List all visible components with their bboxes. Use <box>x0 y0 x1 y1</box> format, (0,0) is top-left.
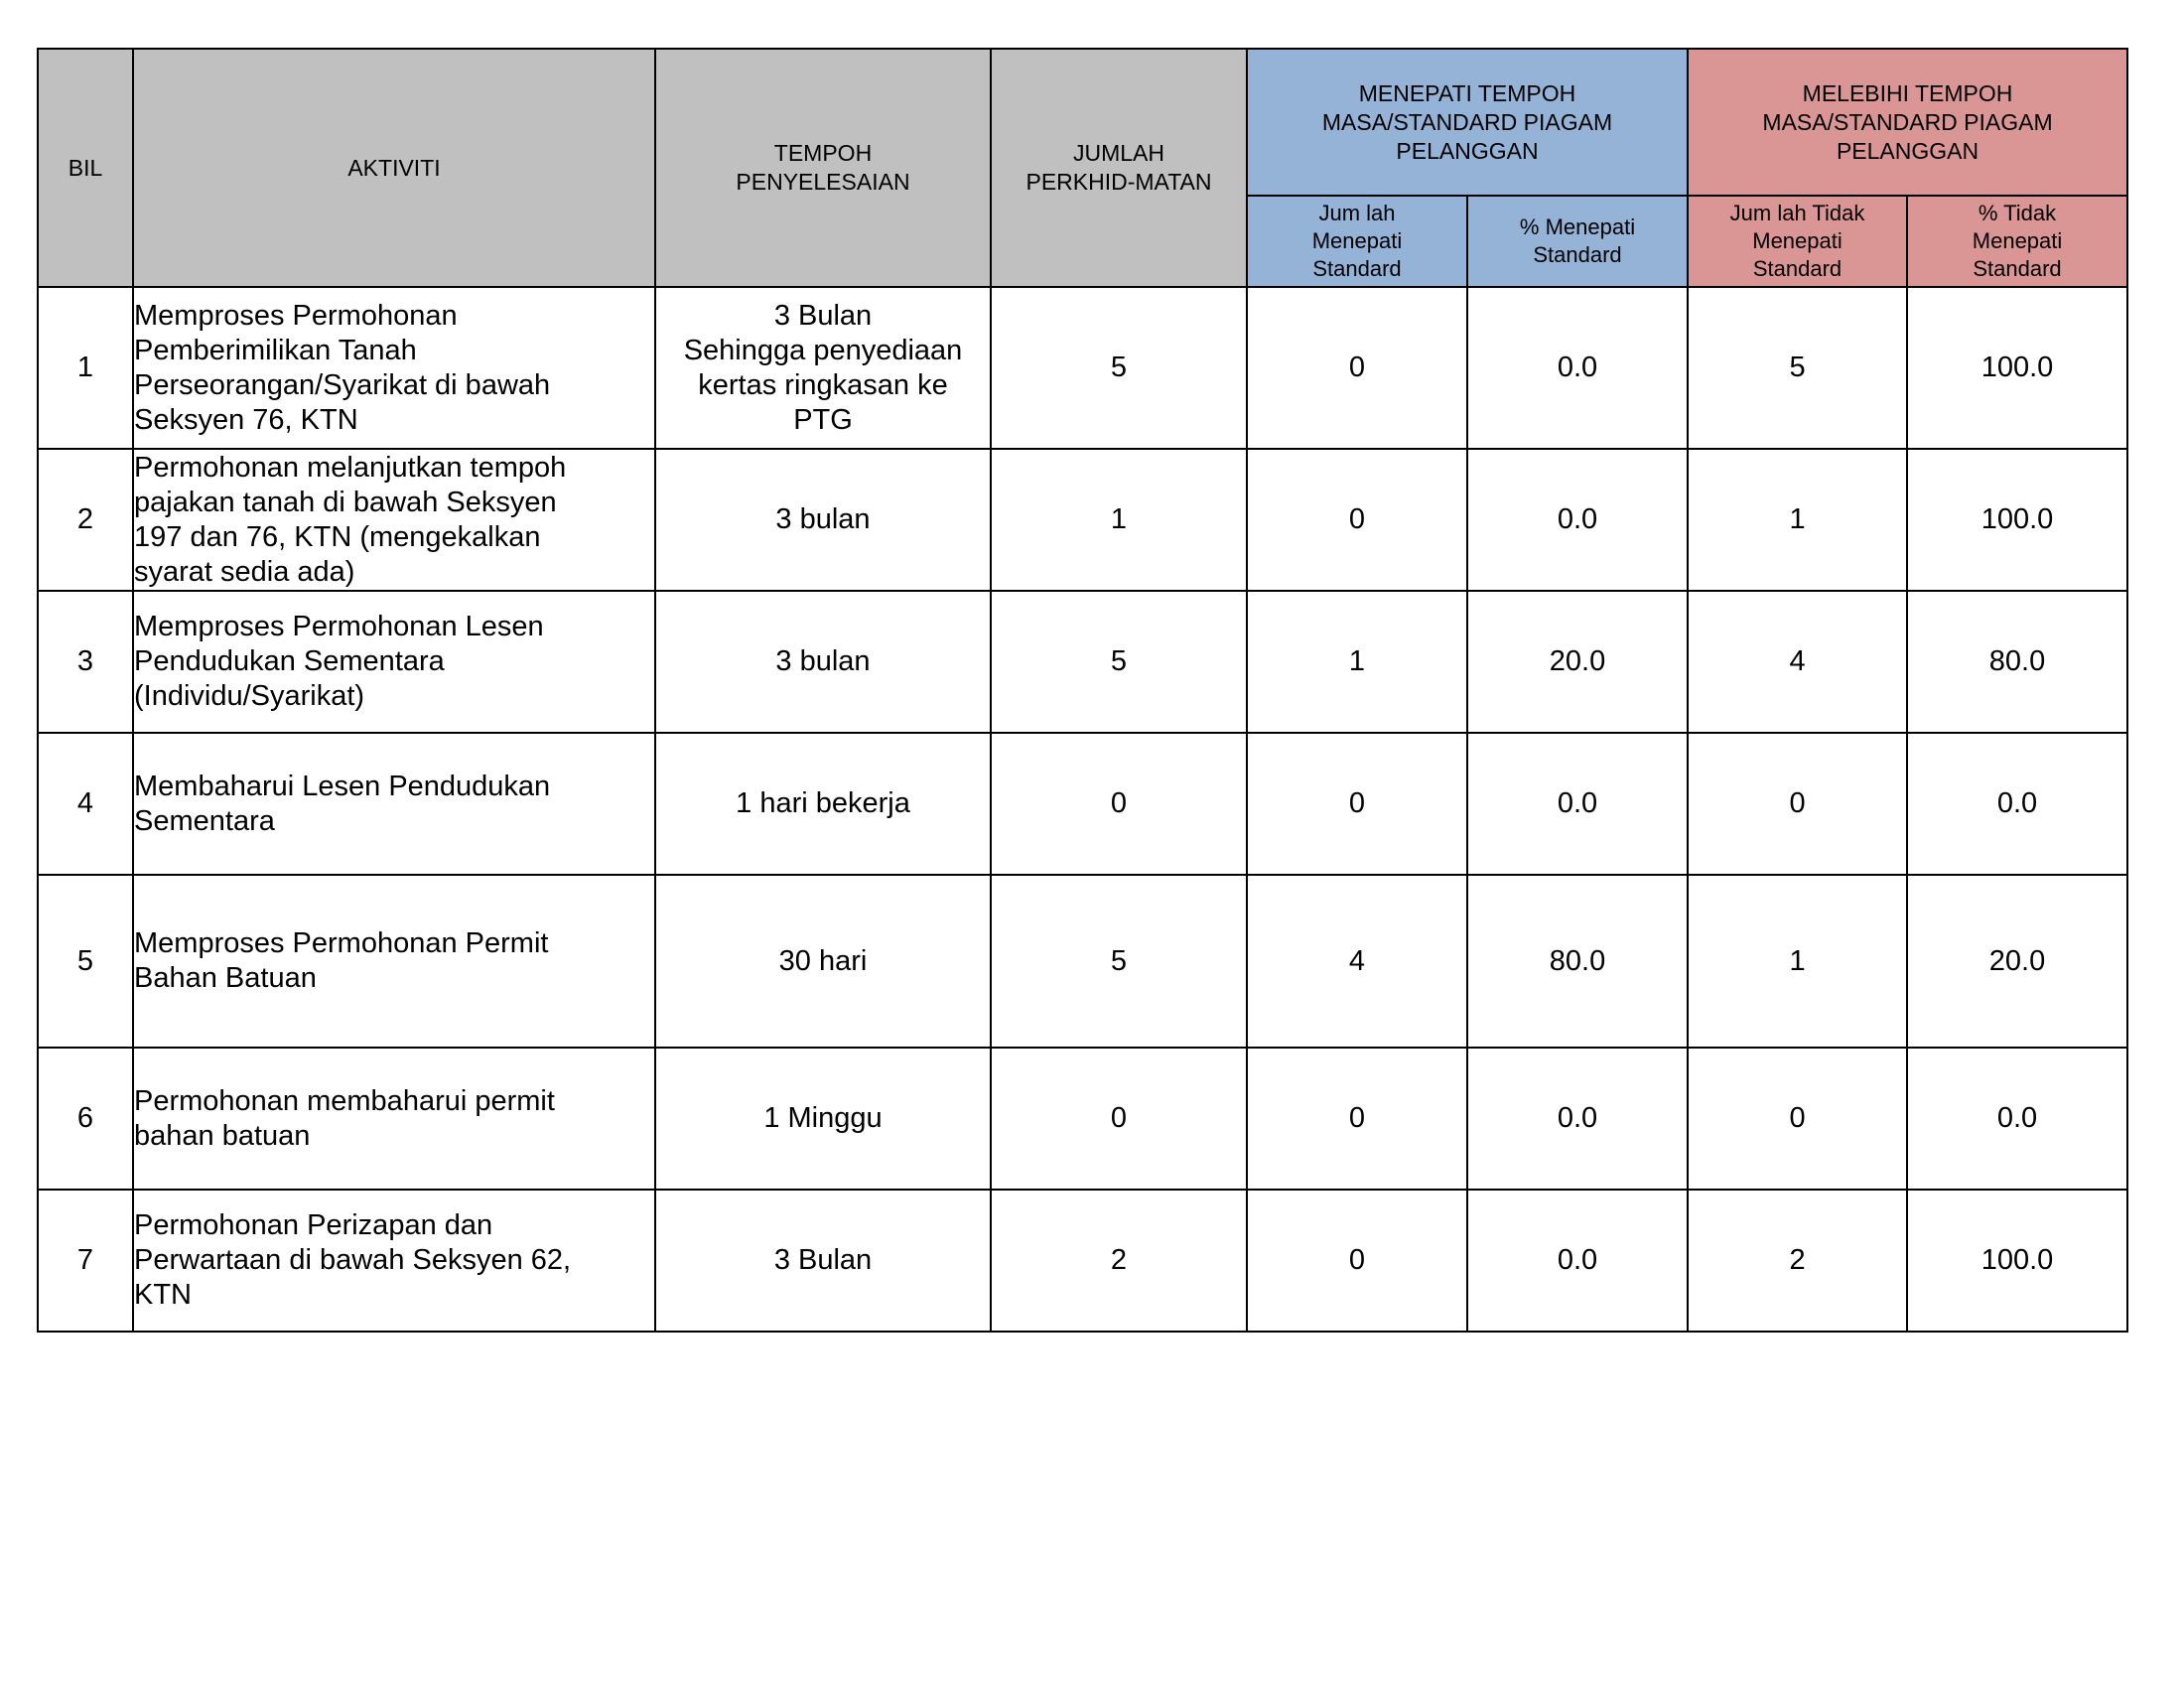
cell-bil: 3 <box>38 591 133 733</box>
cell-pct-tidak-menepati: 100.0 <box>1907 449 2127 591</box>
cell-pct-tidak-menepati: 100.0 <box>1907 1190 2127 1332</box>
cell-tempoh: 3 Bulan Sehingga penyediaan kertas ringkasan ke PTG <box>655 287 991 449</box>
cell-pct-menepati: 0.0 <box>1467 449 1688 591</box>
table-row <box>38 287 2127 449</box>
cell-tempoh: 3 bulan <box>655 591 991 733</box>
cell-tidak-menepati: 1 <box>1688 449 1907 591</box>
cell-menepati: 1 <box>1247 591 1467 733</box>
cell-menepati: 0 <box>1247 287 1467 449</box>
cell-pct-menepati: 80.0 <box>1467 875 1688 1048</box>
cell-bil: 7 <box>38 1190 133 1332</box>
cell-pct-menepati: 0.0 <box>1467 1190 1688 1332</box>
header-jumlah-tidak-menepati: Jum lah Tidak Menepati Standard <box>1688 196 1907 287</box>
header-melebihi-group: MELEBIHI TEMPOH MASA/STANDARD PIAGAM PELANGGAN <box>1688 49 2127 196</box>
header-bil: BIL <box>38 49 133 287</box>
header-menepati-group: MENEPATI TEMPOH MASA/STANDARD PIAGAM PELANGGAN <box>1247 49 1688 196</box>
cell-aktiviti: Permohonan Perizapan dan Perwartaan di bawah Seksyen 62, KTN <box>133 1190 655 1332</box>
cell-bil: 4 <box>38 733 133 875</box>
cell-tempoh: 3 Bulan <box>655 1190 991 1332</box>
cell-tidak-menepati: 1 <box>1688 875 1907 1048</box>
cell-menepati: 0 <box>1247 1048 1467 1190</box>
cell-pct-tidak-menepati: 0.0 <box>1907 1048 2127 1190</box>
cell-pct-menepati: 0.0 <box>1467 1048 1688 1190</box>
cell-jumlah: 1 <box>991 449 1247 591</box>
cell-jumlah: 2 <box>991 1190 1247 1332</box>
header-tempoh-penyelesaian: TEMPOH PENYELESAIAN <box>655 49 991 287</box>
service-performance-table <box>37 48 2128 1333</box>
table-row <box>38 591 2127 733</box>
table-row <box>38 449 2127 591</box>
cell-tidak-menepati: 5 <box>1688 287 1907 449</box>
cell-aktiviti: Memproses Permohonan Pemberimilikan Tanah Perseorangan/Syarikat di bawah Seksyen 76, KTN <box>133 287 655 449</box>
cell-tidak-menepati: 4 <box>1688 591 1907 733</box>
cell-bil: 6 <box>38 1048 133 1190</box>
cell-aktiviti: Memproses Permohonan Lesen Pendudukan Sementara (Individu/Syarikat) <box>133 591 655 733</box>
cell-menepati: 0 <box>1247 449 1467 591</box>
header-aktiviti: AKTIVITI <box>133 49 655 287</box>
cell-pct-tidak-menepati: 80.0 <box>1907 591 2127 733</box>
cell-jumlah: 0 <box>991 1048 1247 1190</box>
table-row <box>38 875 2127 1048</box>
cell-aktiviti: Membaharui Lesen Pendudukan Sementara <box>133 733 655 875</box>
cell-jumlah: 0 <box>991 733 1247 875</box>
cell-jumlah: 5 <box>991 287 1247 449</box>
cell-tempoh: 30 hari <box>655 875 991 1048</box>
cell-tempoh: 1 Minggu <box>655 1048 991 1190</box>
cell-menepati: 0 <box>1247 733 1467 875</box>
table-row <box>38 733 2127 875</box>
cell-menepati: 4 <box>1247 875 1467 1048</box>
table-row <box>38 1190 2127 1332</box>
header-pct-menepati: % Menepati Standard <box>1467 196 1688 287</box>
cell-pct-menepati: 0.0 <box>1467 733 1688 875</box>
cell-tidak-menepati: 0 <box>1688 1048 1907 1190</box>
cell-aktiviti: Permohonan membaharui permit bahan batuan <box>133 1048 655 1190</box>
header-pct-tidak-menepati: % Tidak Menepati Standard <box>1907 196 2127 287</box>
header-jumlah-perkhidmatan: JUMLAH PERKHID-MATAN <box>991 49 1247 287</box>
cell-bil: 5 <box>38 875 133 1048</box>
cell-aktiviti: Permohonan melanjutkan tempoh pajakan tanah di bawah Seksyen 197 dan 76, KTN (mengekalkan syarat sedia ada) <box>133 449 655 591</box>
cell-bil: 2 <box>38 449 133 591</box>
cell-aktiviti: Memproses Permohonan Permit Bahan Batuan <box>133 875 655 1048</box>
cell-tempoh: 1 hari bekerja <box>655 733 991 875</box>
table-header <box>38 49 2127 287</box>
cell-pct-menepati: 0.0 <box>1467 287 1688 449</box>
cell-bil: 1 <box>38 287 133 449</box>
table-row <box>38 1048 2127 1190</box>
cell-pct-tidak-menepati: 20.0 <box>1907 875 2127 1048</box>
header-jumlah-menepati: Jum lah Menepati Standard <box>1247 196 1467 287</box>
cell-jumlah: 5 <box>991 591 1247 733</box>
cell-tempoh: 3 bulan <box>655 449 991 591</box>
cell-pct-tidak-menepati: 0.0 <box>1907 733 2127 875</box>
cell-menepati: 0 <box>1247 1190 1467 1332</box>
cell-pct-menepati: 20.0 <box>1467 591 1688 733</box>
cell-pct-tidak-menepati: 100.0 <box>1907 287 2127 449</box>
cell-tidak-menepati: 0 <box>1688 733 1907 875</box>
cell-jumlah: 5 <box>991 875 1247 1048</box>
table-body <box>38 287 2127 1332</box>
cell-tidak-menepati: 2 <box>1688 1190 1907 1332</box>
